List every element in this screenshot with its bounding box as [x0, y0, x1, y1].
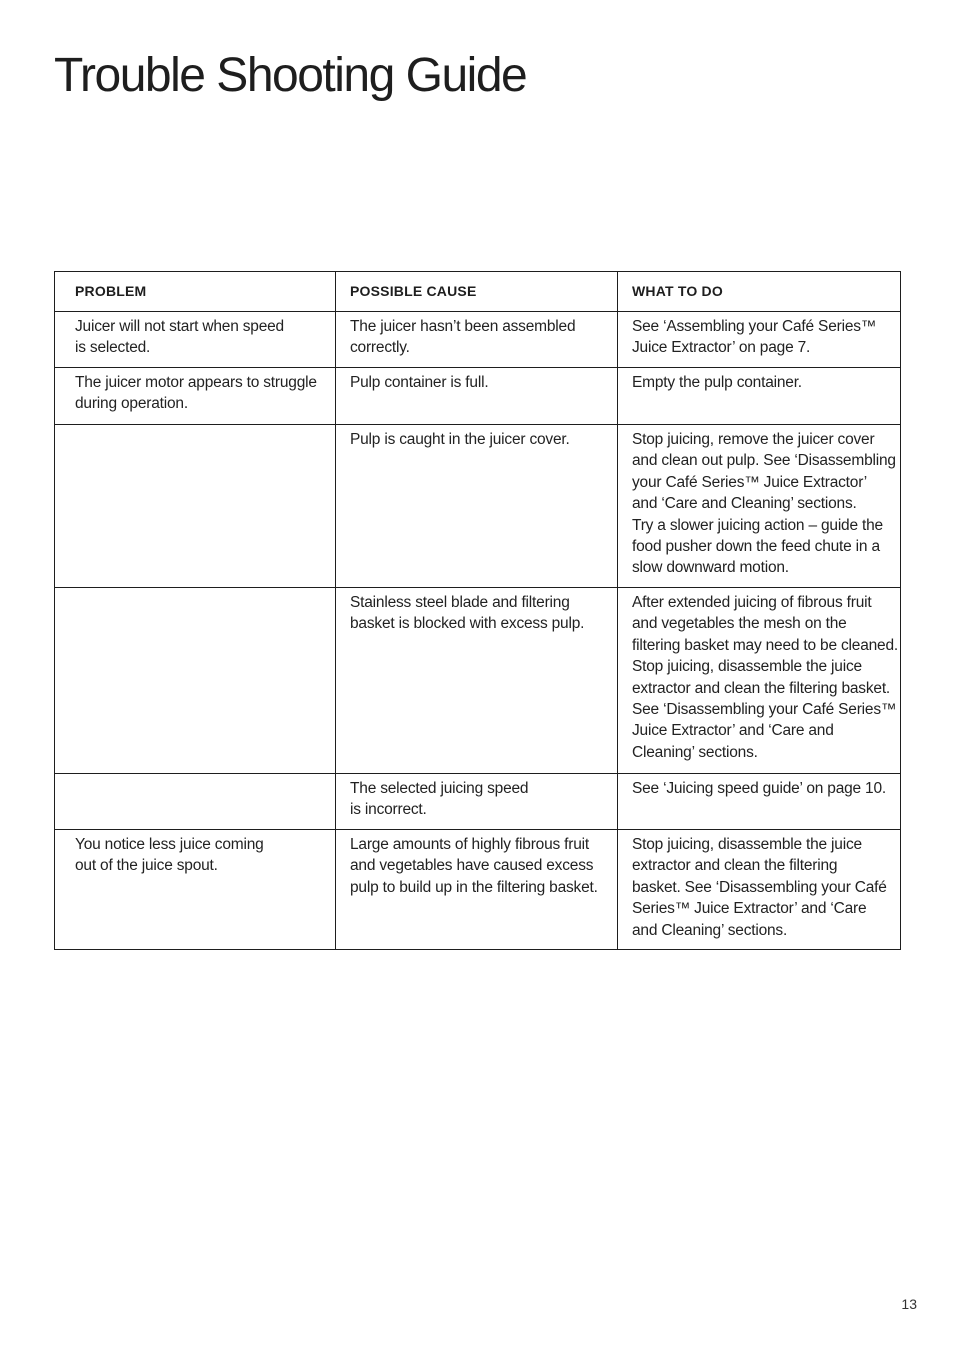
- table-row: [55, 588, 901, 774]
- table-row: [55, 368, 901, 425]
- cause-cell: The selected juicing speed is incorrect.: [336, 774, 618, 830]
- action-cell: Stop juicing, disassemble the juice extractor and clean the filtering basket. See ‘Disassembling your Café Series™ Juice Extractor’ and ‘Care and Cleaning’ sections.: [618, 830, 901, 950]
- problem-cell: The juicer motor appears to struggle during operation.: [55, 368, 336, 425]
- problem-cell: You notice less juice coming out of the juice spout.: [55, 830, 336, 950]
- action-cell: Stop juicing, remove the juicer cover and clean out pulp. See ‘Disassembling your Café Series™ Juice Extractor’ and ‘Care and Cleaning’ sections. Try a slower juicing action – guide the food pusher down the feed chute in a slow downward motion.: [618, 425, 901, 588]
- table-header-row: [55, 272, 901, 312]
- cause-cell: Pulp container is full.: [336, 368, 618, 425]
- problem-cell: [55, 774, 336, 830]
- table-row: [55, 312, 901, 368]
- cause-cell: Pulp is caught in the juicer cover.: [336, 425, 618, 588]
- column-header-problem: PROBLEM: [55, 272, 336, 312]
- action-cell: Empty the pulp container.: [618, 368, 901, 425]
- table-row: [55, 774, 901, 830]
- problem-cell: Juicer will not start when speed is selected.: [55, 312, 336, 368]
- action-cell: See ‘Assembling your Café Series™ Juice Extractor’ on page 7.: [618, 312, 901, 368]
- action-cell: After extended juicing of fibrous fruit and vegetables the mesh on the filtering basket may need to be cleaned. Stop juicing, disassemble the juice extractor and clean the filtering basket. See ‘Disassembling your Café Series™ Juice Extractor’ and ‘Care and Cleaning’ sections.: [618, 588, 901, 774]
- column-header-what-to-do: WHAT TO DO: [618, 272, 901, 312]
- cause-cell: Large amounts of highly fibrous fruit and vegetables have caused excess pulp to build up in the filtering basket.: [336, 830, 618, 950]
- page-title: Trouble Shooting Guide: [54, 49, 527, 102]
- problem-cell: [55, 588, 336, 774]
- cause-cell: Stainless steel blade and filtering basket is blocked with excess pulp.: [336, 588, 618, 774]
- action-cell: See ‘Juicing speed guide’ on page 10.: [618, 774, 901, 830]
- page-number: 13: [901, 1296, 917, 1312]
- table-row: [55, 830, 901, 950]
- column-header-possible-cause: POSSIBLE CAUSE: [336, 272, 618, 312]
- troubleshooting-table: [54, 271, 901, 950]
- problem-cell: [55, 425, 336, 588]
- table-row: [55, 425, 901, 588]
- cause-cell: The juicer hasn’t been assembled correctly.: [336, 312, 618, 368]
